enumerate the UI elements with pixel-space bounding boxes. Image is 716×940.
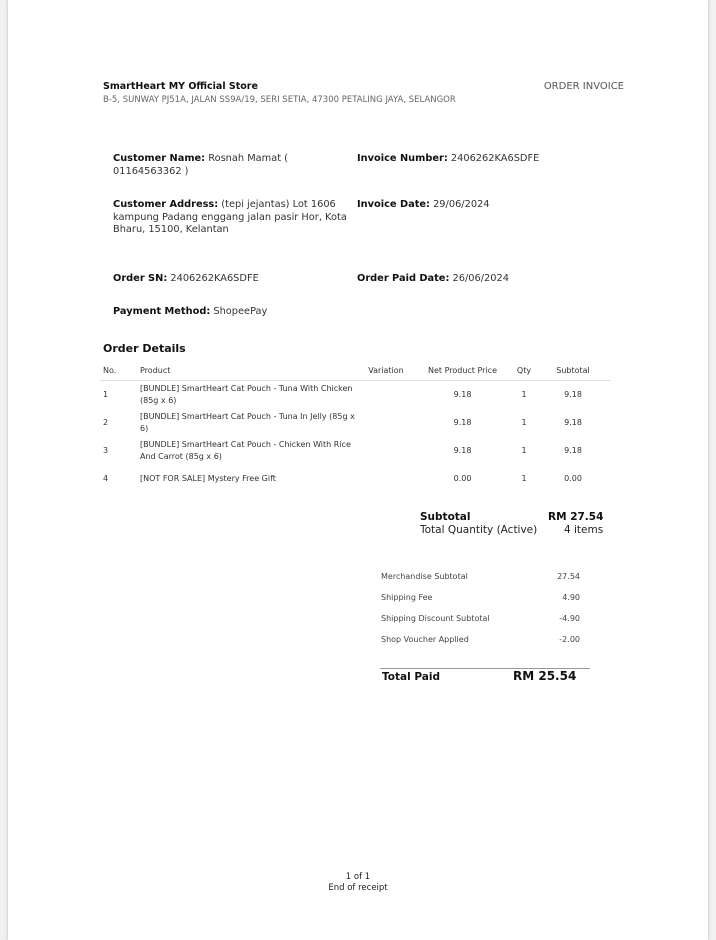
charge-value: 4.90: [562, 593, 580, 602]
row-product: [NOT FOR SALE] Mystery Free Gift: [140, 474, 276, 483]
total-quantity-value: 4 items: [564, 524, 604, 536]
row-no: 3: [103, 446, 109, 455]
row-product: [BUNDLE] SmartHeart Cat Pouch - Tuna In Jelly (85g x 6): [140, 412, 355, 433]
order-paid-date-value: 26/06/2024: [452, 273, 509, 284]
order-paid-date: [357, 273, 597, 286]
row-variation: [359, 409, 413, 437]
invoice-number-label: Invoice Number:: [357, 153, 448, 164]
header-no: No.: [100, 362, 137, 381]
total-paid-label: Total Paid: [382, 671, 440, 683]
table-row: [100, 381, 610, 410]
order-sn-value: 2406262KA6SDFE: [170, 273, 259, 284]
row-qty: 1: [521, 474, 527, 483]
store-name: SmartHeart MY Official Store: [103, 81, 258, 92]
order-sn-label: Order SN:: [113, 273, 168, 284]
table-row: [100, 465, 610, 493]
customer-name-label: Customer Name:: [113, 153, 206, 164]
row-price: 9.18: [453, 446, 472, 455]
row-subtotal: 9.18: [564, 418, 582, 427]
row-product: [BUNDLE] SmartHeart Cat Pouch - Tuna With Chicken (85g x 6): [140, 384, 353, 405]
store-address: B-5, SUNWAY PJ51A, JALAN SS9A/19, SERI SETIA, 47300 PETALING JAYA, SELANGOR: [103, 95, 456, 105]
charge-label: Shipping Fee: [381, 593, 433, 602]
row-qty: 1: [521, 418, 527, 427]
row-variation: [359, 465, 413, 493]
customer-name-value: Rosnah Mamat ( 01164563362 ): [113, 153, 289, 177]
subtotal-label-text: Subtotal: [420, 511, 471, 523]
page-number: 1 of 1: [345, 872, 371, 882]
row-subtotal: 9.18: [564, 446, 582, 455]
header-qty: Qty: [512, 362, 536, 381]
row-price: 9.18: [453, 390, 472, 399]
charge-value: 27.54: [557, 572, 580, 581]
customer-name: [113, 153, 313, 178]
row-variation: [359, 437, 413, 465]
charge-label: Shipping Discount Subtotal: [381, 614, 490, 623]
row-product: [BUNDLE] SmartHeart Cat Pouch - Chicken With Rice And Carrot (85g x 6): [140, 440, 351, 461]
order-items-table: [100, 362, 610, 493]
order-sn: [113, 273, 343, 286]
total-quantity-label: Total Quantity (Active): [420, 524, 538, 536]
payment-method-value: ShopeePay: [213, 306, 268, 317]
customer-address: [113, 199, 348, 237]
row-qty: 1: [521, 446, 527, 455]
end-of-receipt: End of receipt: [328, 883, 388, 893]
table-row: [100, 409, 610, 437]
order-details-title: Order Details: [103, 342, 186, 355]
charge-value: -4.90: [559, 614, 580, 623]
charge-row: [380, 610, 590, 631]
row-price: 9.18: [453, 418, 472, 427]
charges-list: [380, 568, 590, 652]
charge-row: [380, 631, 590, 652]
page-footer: [8, 872, 708, 894]
invoice-date-label: Invoice Date:: [357, 199, 430, 210]
order-paid-date-label: Order Paid Date:: [357, 273, 450, 284]
table-header-row: [100, 362, 610, 381]
payment-method-label: Payment Method:: [113, 306, 211, 317]
row-no: 4: [103, 474, 109, 483]
header-product: Product: [137, 362, 359, 381]
row-qty: 1: [521, 390, 527, 399]
row-price: 0.00: [453, 474, 472, 483]
subtotal-value-text: RM 27.54: [548, 511, 604, 523]
table-row: [100, 437, 610, 465]
total-paid-value: RM 25.54: [513, 669, 577, 683]
invoice-page: [8, 0, 708, 940]
invoice-number: [357, 153, 597, 166]
header-subtotal: Subtotal: [536, 362, 610, 381]
row-no: 1: [103, 390, 109, 399]
charge-value: -2.00: [559, 635, 580, 644]
customer-address-label: Customer Address:: [113, 199, 219, 210]
charge-label: Merchandise Subtotal: [381, 572, 468, 581]
customer-address-value: (tepi jejantas) Lot 1606 kampung Padang enggang jalan pasir Hor, Kota Bharu, 15100, Kelantan: [113, 199, 347, 235]
row-no: 2: [103, 418, 109, 427]
charge-row: [380, 589, 590, 610]
header-net-price: Net Product Price: [413, 362, 512, 381]
row-variation: [359, 381, 413, 410]
invoice-date-value: 29/06/2024: [433, 199, 490, 210]
charge-row: [380, 568, 590, 589]
invoice-number-value: 2406262KA6SDFE: [450, 153, 540, 164]
payment-method: [113, 306, 353, 319]
charge-label: Shop Voucher Applied: [381, 635, 469, 644]
subtotal-label: [420, 511, 471, 523]
document-title: ORDER INVOICE: [543, 81, 624, 92]
row-subtotal: 9.18: [564, 390, 582, 399]
invoice-date: [357, 199, 597, 212]
subtotal-value: [548, 511, 603, 523]
row-subtotal: 0.00: [564, 474, 582, 483]
header-variation: Variation: [359, 362, 413, 381]
